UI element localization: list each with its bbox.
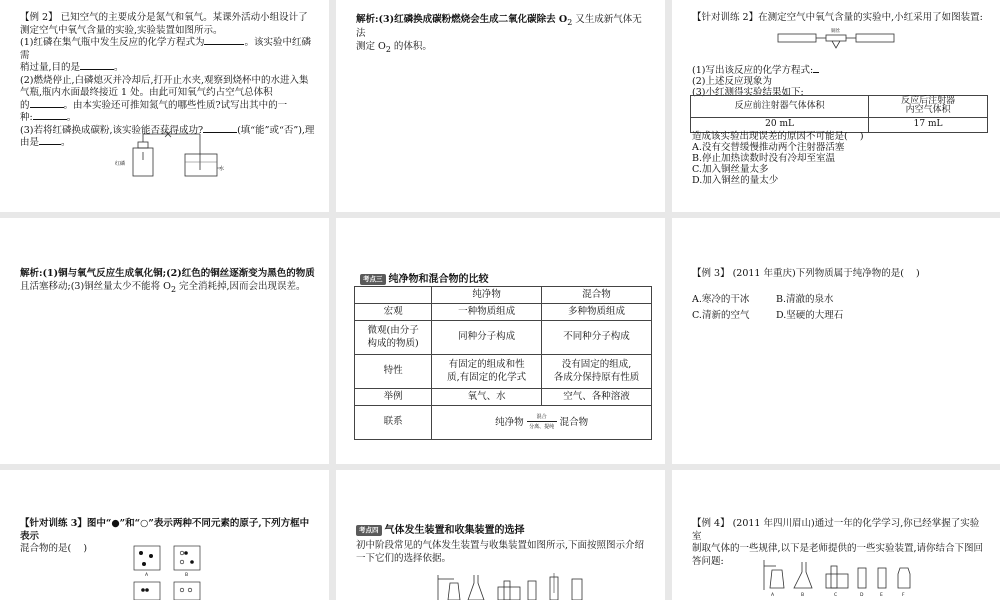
text-line: 【例 4】 (2011 年四川眉山)通过一年的化学学习,你已经掌握了实验室 (692, 518, 980, 542)
practice-2-options (692, 132, 986, 187)
slide-topic-4 (336, 470, 665, 600)
text-line: 【例 3】 (2011 年重庆)下列物质属于纯净物的是( ) (692, 268, 920, 279)
slide-example-3 (672, 218, 1000, 464)
topic-title: 纯净物和混合物的比较 (388, 274, 489, 285)
topic-badge: 考点四 (356, 525, 382, 536)
text-line: (1)红磷在集气瓶中发生反应的化学方程式为 。该实验中红磷需 (20, 37, 311, 61)
label-copper-wire: 铜丝 (831, 29, 840, 34)
cell: 多种物质组成 (542, 304, 652, 321)
option: D.坚硬的大理石 (776, 309, 844, 321)
text-line: (3)小红测得实验结果如下: (692, 86, 804, 98)
row-key: 联系 (355, 406, 432, 440)
text-line: 测定 $O_2$ 的体积。 (356, 40, 432, 54)
slide-practice-3 (0, 470, 329, 600)
option: D.加入铜丝的量太少 (692, 174, 779, 186)
cell: 没有固定的组成, 各成分保持原有性质 (542, 355, 652, 389)
header-cell: 纯净物 (432, 287, 542, 304)
practice-2-questions (692, 66, 986, 99)
relation-cell: 纯净物 混合 分离、提纯 混合物 (432, 406, 652, 440)
box-label: A (145, 573, 149, 578)
cell: 一种物质组成 (432, 304, 542, 321)
text-line: (2)上述反应现象为 (692, 75, 772, 87)
topic-badge: 考点三 (360, 274, 386, 285)
slide-analysis-1 (336, 0, 665, 212)
apparatus-label: F (902, 593, 905, 598)
text-line: 【针对训练 3】图中“●”和“○”表示两种不同元素的原子,下列方框中表示 (20, 518, 310, 542)
text-line: (3)若将红磷换成碳粉,该实验能否获得成功? (填“能”或“否”),理 (20, 124, 315, 136)
apparatus-figure (115, 130, 225, 182)
practice-2-title (692, 12, 986, 25)
cell: 空气、各种溶液 (542, 389, 652, 406)
syringe-apparatus-figure (776, 26, 896, 50)
text-line: 且活塞移动;(3)铜丝量太少不能将 $O_2$ 完全消耗掉,因而会出现误差。 (20, 280, 306, 294)
apparatus-label: A (771, 593, 775, 598)
text-line: 解析:(1)铜与氧气反应生成氧化铜;(2)红色的铜丝逐渐变为黑色的物质 (20, 268, 315, 279)
text-line: 制取气体的一些规律,以下是老师提供的一些实验装置,请你结合下图回 (692, 543, 984, 555)
text-line: 解析:(3)红磷换成碳粉燃烧会生成二氧化碳除去 $O_2$ 又生成新气体无法 (356, 14, 642, 40)
option: B.清澈的泉水 (776, 294, 834, 305)
example-3-question (692, 268, 986, 281)
result-table (690, 95, 988, 133)
text-line: 由是 。 (20, 137, 71, 149)
text-line: 初中阶段常见的气体发生装置与收集装置如图所示,下面按照图示介绍 (356, 540, 645, 551)
header-cell: 混合物 (542, 287, 652, 304)
analysis-text (356, 14, 651, 55)
row-key: 宏观 (355, 304, 432, 321)
comparison-table (354, 286, 652, 440)
text-line: 稍过量,目的是 。 (20, 62, 124, 74)
cell: 氧气、水 (432, 389, 542, 406)
topic-heading (360, 273, 489, 286)
header-cell (355, 287, 432, 304)
topic-title: 气体发生装置和收集装置的选择 (384, 525, 525, 536)
option: A.寒冷的干冰 (692, 294, 750, 305)
text-line: 一下它们的选择依据。 (356, 552, 452, 564)
slide-practice-2 (672, 0, 1000, 212)
gas-apparatus-figure (432, 573, 592, 600)
text-line: (1)写出该反应的化学方程式: (692, 66, 986, 77)
label-red-phosphorus: 红磷 (115, 161, 126, 167)
value-after: 17 mL (869, 117, 988, 132)
molecule-boxes-figure (130, 544, 210, 600)
text-line: 测定空气中氧气含量的实验,实验装置如图所示。 (20, 24, 223, 36)
value-before: 20 mL (691, 117, 869, 132)
slide-example-2 (0, 0, 329, 212)
apparatus-label: D (860, 593, 864, 598)
text-line: 的 。由本实验还可推知氮气的哪些性质?试写出其中的一 (20, 99, 288, 111)
option: B.停止加热读数时没有冷却至室温 (692, 152, 836, 164)
cell: 有固定的组成和性 质,有固定的化学式 (432, 355, 542, 389)
row-key: 举例 (355, 389, 432, 406)
cell: 同种分子构成 (432, 321, 542, 355)
lab-apparatus-figure (758, 558, 928, 598)
text-line: 气瓶,瓶内水面最终接近 1 处。由此可知氧气约占空气总体积 (20, 87, 273, 99)
text-line: 【例 2】 已知空气的主要成分是氮气和氧气。某课外活动小组设计了 (20, 12, 308, 23)
header-before: 反应前注射器气体体积 (691, 96, 869, 118)
box-label: B (185, 573, 189, 578)
option: C.加入铜丝量太多 (692, 163, 769, 175)
slide-analysis-2 (0, 218, 329, 464)
slide-topic-3 (336, 218, 665, 464)
text-line: 答问题: (692, 555, 724, 567)
text-line: (2)燃烧停止,白磷熄灭并冷却后,打开止水夹,观察到烧杯中的水进入集 (20, 74, 309, 86)
text-line: 【针对训练 2】在测定空气中氧气含量的实验中,小红采用了如图装置: (692, 12, 983, 23)
topic-4-text (356, 540, 651, 565)
option: C.清新的空气 (692, 309, 750, 321)
text-line: 混合物的是( ) (20, 543, 88, 555)
row-key: 特性 (355, 355, 432, 389)
analysis-2-text (20, 268, 315, 295)
cell: 不同种分子构成 (542, 321, 652, 355)
text-line: 种: 。 (20, 112, 77, 124)
example-3-options (692, 294, 986, 322)
row-key: 微观(由分子 构成的物质) (355, 321, 432, 355)
apparatus-label: B (801, 593, 805, 598)
apparatus-label: E (880, 593, 883, 598)
topic-heading (356, 524, 525, 537)
header-after: 反应后注射器 内空气体积 (869, 96, 988, 118)
slide-example-4 (672, 470, 1000, 600)
label-water: 水 (219, 166, 225, 172)
apparatus-label: C (834, 593, 838, 598)
text-line: 造成该实验出现误差的原因不可能是( ) (692, 131, 864, 142)
option: A.没有交替缓慢推动两个注射器活塞 (692, 141, 845, 153)
